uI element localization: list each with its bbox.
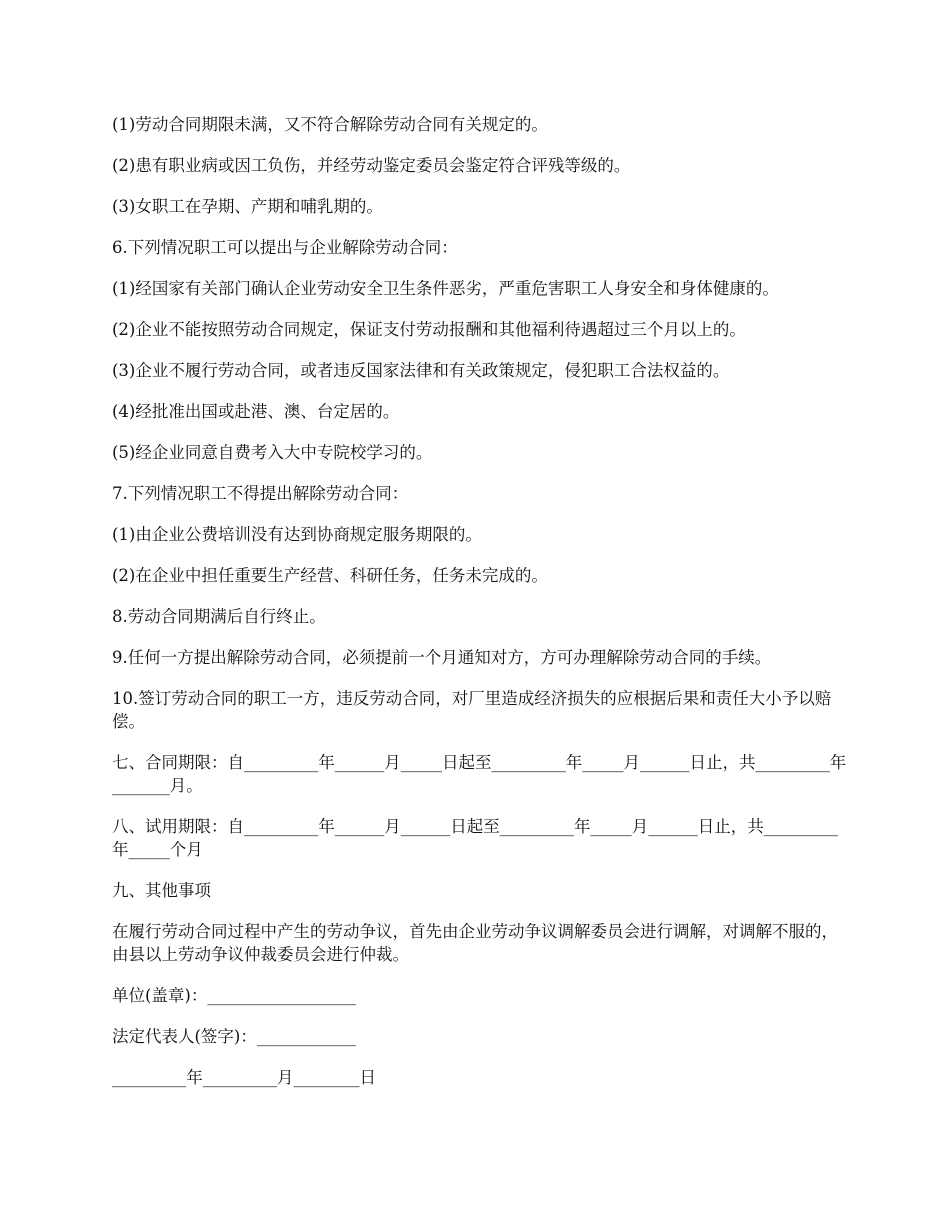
clause-paragraph: (3)企业不履行劳动合同，或者违反国家法律和有关政策规定，侵犯职工合法权益的。 [112,361,730,380]
clause-paragraph: (2)在企业中担任重要生产经营、科研任务，任务未完成的。 [112,566,548,585]
clause-paragraph: (2)患有职业病或因工负伤，并经劳动鉴定委员会鉴定符合评残等级的。 [112,156,631,175]
clause-paragraph: (3)女职工在孕期、产期和哺乳期的。 [112,197,383,216]
clause-paragraph: 9.任何一方提出解除劳动合同，必须提前一个月通知对方，方可办理解除劳动合同的手续。 [112,648,772,667]
clause-paragraph: (1)由企业公费培训没有达到协商规定服务期限的。 [112,525,482,544]
date-line: _________年_________月________日 [112,1068,376,1087]
section-heading: 九、其他事项 [112,881,211,900]
document-body [112,113,847,1107]
company-seal-line: 单位(盖章)：__________________ [112,986,356,1005]
clause-paragraph: (1)经国家有关部门确认企业劳动安全卫生条件恶劣，严重危害职工人身安全和身体健康的。 [112,279,779,298]
probation-term-line: 八、试用期限：自_________年______月______日起至_________年_____月______日止，共_________年_____个月 [112,817,838,859]
clause-paragraph: (4)经批准出国或赴港、澳、台定居的。 [112,402,400,421]
section-heading: 7.下列情况职工不得提出解除劳动合同： [112,484,409,503]
clause-paragraph: 10.签订劳动合同的职工一方，违反劳动合同，对厂里造成经济损失的应根据后果和责任大小予以赔偿。 [112,689,832,731]
clause-paragraph: 8.劳动合同期满后自行终止。 [112,607,326,626]
section-heading: 6.下列情况职工可以提出与企业解除劳动合同： [112,238,458,257]
clause-paragraph: (5)经企业同意自费考入大中专院校学习的。 [112,443,433,462]
clause-paragraph: 在履行劳动合同过程中产生的劳动争议，首先由企业劳动争议调解委员会进行调解，对调解不服的，由县以上劳动争议仲裁委员会进行仲裁。 [112,922,838,964]
contract-term-line: 七、合同期限：自_________年______月_____日起至_________年_____月______日止，共_________年_______月。 [112,753,847,795]
legal-representative-line: 法定代表人(签字)：____________ [112,1027,356,1046]
clause-paragraph: (1)劳动合同期限未满，又不符合解除劳动合同有关规定的。 [112,115,548,134]
clause-paragraph: (2)企业不能按照劳动合同规定，保证支付劳动报酬和其他福利待遇超过三个月以上的。 [112,320,746,339]
